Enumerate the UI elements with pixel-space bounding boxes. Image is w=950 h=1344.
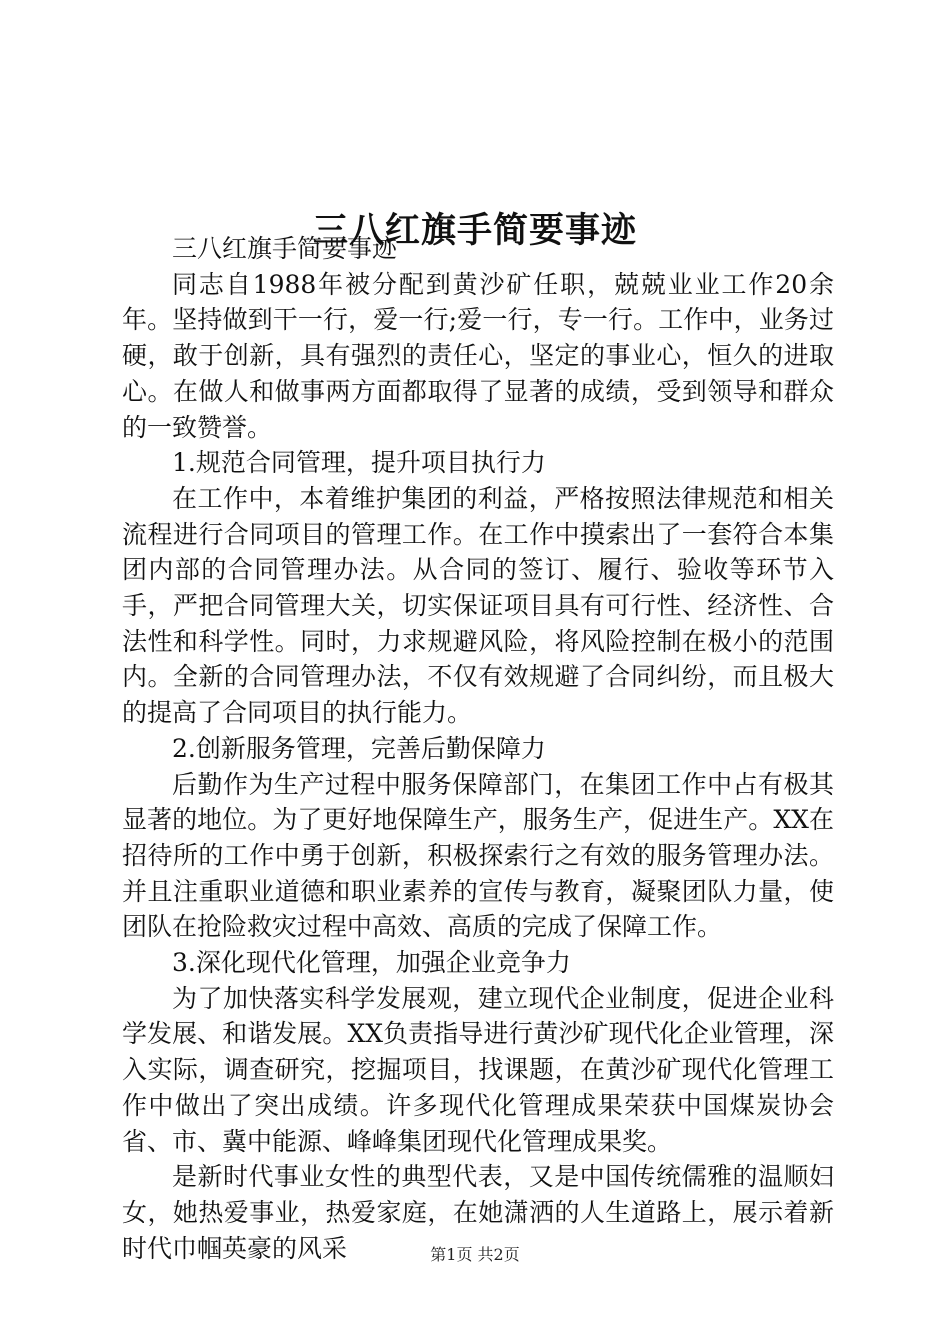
- section-heading-modernization: 3.深化现代化管理，加强企业竞争力: [172, 948, 571, 978]
- paragraph-contract: 在工作中，本着维护集团的利益，严格按照法律规范和相关流程进行合同项目的管理工作。在工作中摸索出了一套符合本集团内部的合同管理办法。从合同的签订、履行、验收等环节入手，严把合同管理大关，切实保证项目具有可行性、经济性、合法性和科学性。同时，力求规避风险，将风险控制在极小的范围内。全新的合同管理办法，不仅有效规避了合同纠纷，而且极大的提高了合同项目的执行能力。: [122, 483, 834, 728]
- document-body: [122, 231, 834, 1266]
- document-title: 三八红旗手简要事迹: [312, 210, 637, 252]
- paragraph-intro: 同志自1988年被分配到黄沙矿任职，兢兢业业工作20余年。坚持做到干一行，爱一行;爱一行，专一行。工作中，业务过硬，敢于创新，具有强烈的责任心，坚定的事业心，恒久的进取心。在做人和做事两方面都取得了显著的成绩，受到领导和群众的一致赞誉。: [122, 269, 834, 442]
- paragraph-service: 后勤作为生产过程中服务保障部门，在集团工作中占有极其显著的地位。为了更好地保障生产，服务生产，促进生产。XX在招待所的工作中勇于创新，积极探索行之有效的服务管理办法。并且注重职业道德和职业素养的宣传与教育，凝聚团队力量，使团队在抢险救灾过程中高效、高质的完成了保障工作。: [122, 769, 834, 942]
- paragraph-modernization: 为了加快落实科学发展观，建立现代企业制度，促进企业科学发展、和谐发展。XX负责指导进行黄沙矿现代化企业管理，深入实际，调查研究，挖掘项目，找课题，在黄沙矿现代化管理工作中做出了突出成绩。许多现代化管理成果荣获中国煤炭协会省、市、冀中能源、峰峰集团现代化管理成果奖。: [122, 983, 834, 1156]
- paragraph-conclusion: 是新时代事业女性的典型代表，又是中国传统儒雅的温顺妇女，她热爱事业，热爱家庭，在她潇洒的人生道路上，展示着新时代巾帼英豪的风采: [122, 1162, 834, 1263]
- page-footer: 第1页 共2页: [430, 1245, 520, 1264]
- paragraph-subtitle: 三八红旗手简要事迹: [172, 234, 398, 263]
- section-heading-service: 2.创新服务管理，完善后勤保障力: [172, 733, 546, 763]
- section-heading-contract: 1.规范合同管理，提升项目执行力: [172, 448, 546, 478]
